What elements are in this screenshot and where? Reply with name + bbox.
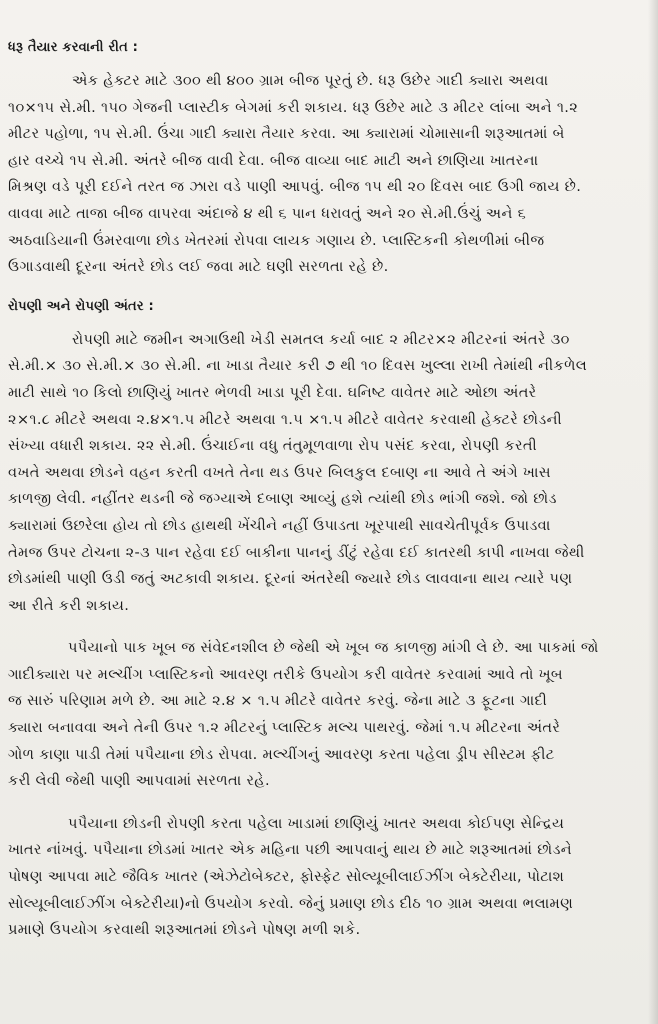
paragraph: [8, 635, 648, 795]
section-planting-and-spacing: [8, 297, 648, 944]
text-line: જ સારું પરિણામ મળે છે. આ માટે ૨.૪ × ૧.૫ મીટરે વાવેતર કરવું. જેના માટે ૩ ફૂટના ગાદી: [8, 692, 548, 710]
text-line: ૨×૧.૮ મીટરે અથવા ૨.૪×૧.૫ મીટરે અથવા ૧.૫ ×૧.૫ મીટરે વાવેતર કરવાથી હેક્ટરે છોડની: [8, 410, 562, 428]
text-line: પપૈયાનો પાક ખૂબ જ સંવેદનશીલ છે જેથી એ ખૂબ જ કાળજી માંગી લે છે. આ પાકમાં જો: [68, 639, 599, 657]
text-line: મિશ્રણ વડે પૂરી દઈને તરત જ ઝારા વડે પાણી આપવું. બીજ ૧૫ થી ૨૦ દિવસ બાદ ઉગી જાય છે.: [8, 178, 582, 196]
text-line: પપૈયાના છોડની રોપણી કરતા પહેલા ખાડામાં છાણિયું ખાતર અથવા કોઈપણ સેન્દ્રિય: [68, 814, 565, 832]
text-line: વાવવા માટે તાજા બીજ વાપરવા અંદાજે ૪ થી ૬ પાન ધરાવતું અને ૨૦ સે.મી.ઉંચું અને ૬: [8, 204, 527, 222]
text-line: ગાદીક્યારા પર મલ્ચીંગ પ્લાસ્ટિકનો આવરણ તરીકે ઉપયોગ કરી વાવેતર કરવામાં આવે તો ખૂબ: [8, 665, 563, 683]
text-line: સંખ્યા વધારી શકાય. ૨૨ સે.મી. ઉંચાઈના વધુ તંતુમૂળવાળા રોપ પસંદ કરવા, રોપણી કરતી: [8, 437, 537, 455]
text-line: પોષણ આપવા માટે જૈવિક ખાતર (એઝેટોબેક્ટર, ફોસ્ફેટ સોલ્યૂબીલાઈઝીંગ બેક્ટેરીયા, પોટાશ: [8, 868, 565, 886]
text-line: ઉગાડવાથી દૂરના અંતરે છોડ લઈ જવા માટે ઘણી સરળતા રહે છે.: [8, 258, 389, 276]
text-line: આ રીતે કરી શકાય.: [8, 596, 130, 614]
page-edge-shadow: [648, 0, 658, 1024]
text-line: રોપણી માટે જમીન અગાઉથી ખેડી સમતલ કર્યા બાદ ૨ મીટર×૨ મીટરનાં અંતરે ૩૦: [72, 330, 570, 348]
text-line: વખતે અથવા છોડને વહન કરતી વખતે તેના થડ ઉપર બિલકુલ દબાણ ના આવે તે અંગે ખાસ: [8, 463, 551, 481]
text-line: કરી લેવી જેથી પાણી આપવામાં સરળતા રહે.: [8, 772, 270, 790]
text-line: સે.મી.× ૩૦ સે.મી.× ૩૦ સે.મી. ના ખાડા તૈયાર કરી ૭ થી ૧૦ દિવસ ખુલ્લા રાખી તેમાંથી નીકળેલ: [8, 357, 588, 375]
paragraph: [8, 68, 648, 281]
text-line: હાર વચ્ચે ૧૫ સે.મી. અંતરે બીજ વાવી દેવા. બીજ વાવ્યા બાદ માટી અને છાણિયા ખાતરના: [8, 151, 539, 169]
text-line: કાળજી લેવી. નહીંતર થડની જે જગ્યાએ દબાણ આવ્યું હશે ત્યાંથી છોડ ભાંગી જશે. જો છોડ: [8, 490, 557, 508]
section-heading: રોપણી અને રોપણી અંતર :: [8, 298, 154, 314]
paragraph: [8, 811, 648, 944]
text-line: અઠવાડિયાની ઉંમરવાળા છોડ ખેતરમાં રોપવા લાયક ગણાય છે. પ્લાસ્ટિકની કોથળીમાં બીજ: [8, 231, 545, 249]
section-seedling-preparation: [8, 38, 648, 281]
text-line: સોલ્યૂબીલાઈઝીંગ બેક્ટેરીયા)નો ઉપયોગ કરવો. જેનું પ્રમાણ છોડ દીઠ ૧૦ ગ્રામ અથવા ભલામણ: [8, 894, 574, 912]
text-line: ક્યારા બનાવવા અને તેની ઉપર ૧.૨ મીટરનું પ્લાસ્ટિક મલ્ચ પાથરવું. જેમાં ૧.૫ મીટરના અંતરે: [8, 719, 561, 737]
text-line: ગોળ કાણા પાડી તેમાં પપૈયાના છોડ રોપવા. મલ્ચીંગનું આવરણ કરતા પહેલા ડ્રીપ સીસ્ટમ ફીટ: [8, 745, 555, 763]
text-line: ૧૦×૧૫ સે.મી. ૧૫૦ ગેજની પ્લાસ્ટીક બેગમાં કરી શકાય. ધરૂ ઉછેર માટે ૩ મીટર લાંબા અને ૧.૨: [8, 98, 579, 116]
text-line: તેમજ ઉપર ટોચના ૨-૩ પાન રહેવા દઈ બાકીના પાનનું ડીંટું રહેવા દઈ કાતરથી કાપી નાખવા જેથી: [8, 543, 585, 561]
text-line: છોડમાંથી પાણી ઉડી જતું અટકાવી શકાય. દૂરનાં અંતરેથી જ્યારે છોડ લાવવાના થાય ત્યારે પણ: [8, 570, 573, 588]
paragraph: [8, 327, 648, 620]
section-heading: ધરૂ તૈયાર કરવાની રીત :: [8, 40, 139, 55]
text-line: માટી સાથે ૧૦ કિલો છાણિયું ખાતર ભેળવી ખાડા પૂરી દેવા. ઘનિષ્ટ વાવેતર માટે ઓછા અંતરે: [8, 383, 537, 401]
text-line: પ્રમાણે ઉપયોગ કરવાથી શરૂઆતમાં છોડને પોષણ મળી શકે.: [8, 921, 361, 939]
text-line: એક હેક્ટર માટે ૩૦૦ થી ૪૦૦ ગ્રામ બીજ પૂરતું છે. ધરૂ ઉછેર ગાદી ક્યારા અથવા: [72, 72, 549, 89]
text-line: ખાતર નાંખવું. પપૈયાના છોડમાં ખાતર એક મહિના પછી આપવાનું થાય છે માટે શરૂઆતમાં છોડને: [8, 841, 572, 859]
text-line: મીટર પહોળા, ૧૫ સે.મી. ઉંચા ગાદી ક્યારા તૈયાર કરવા. આ ક્યારામાં ચોમાસાની શરૂઆતમાં બે: [8, 125, 565, 143]
text-line: ક્યારામાં ઉછરેલા હોય તો છોડ હાથથી ખેંચીને નહીં ઉપાડતા ખૂરપાથી સાવચેતીપૂર્વક ઉપાડવા: [8, 516, 551, 534]
